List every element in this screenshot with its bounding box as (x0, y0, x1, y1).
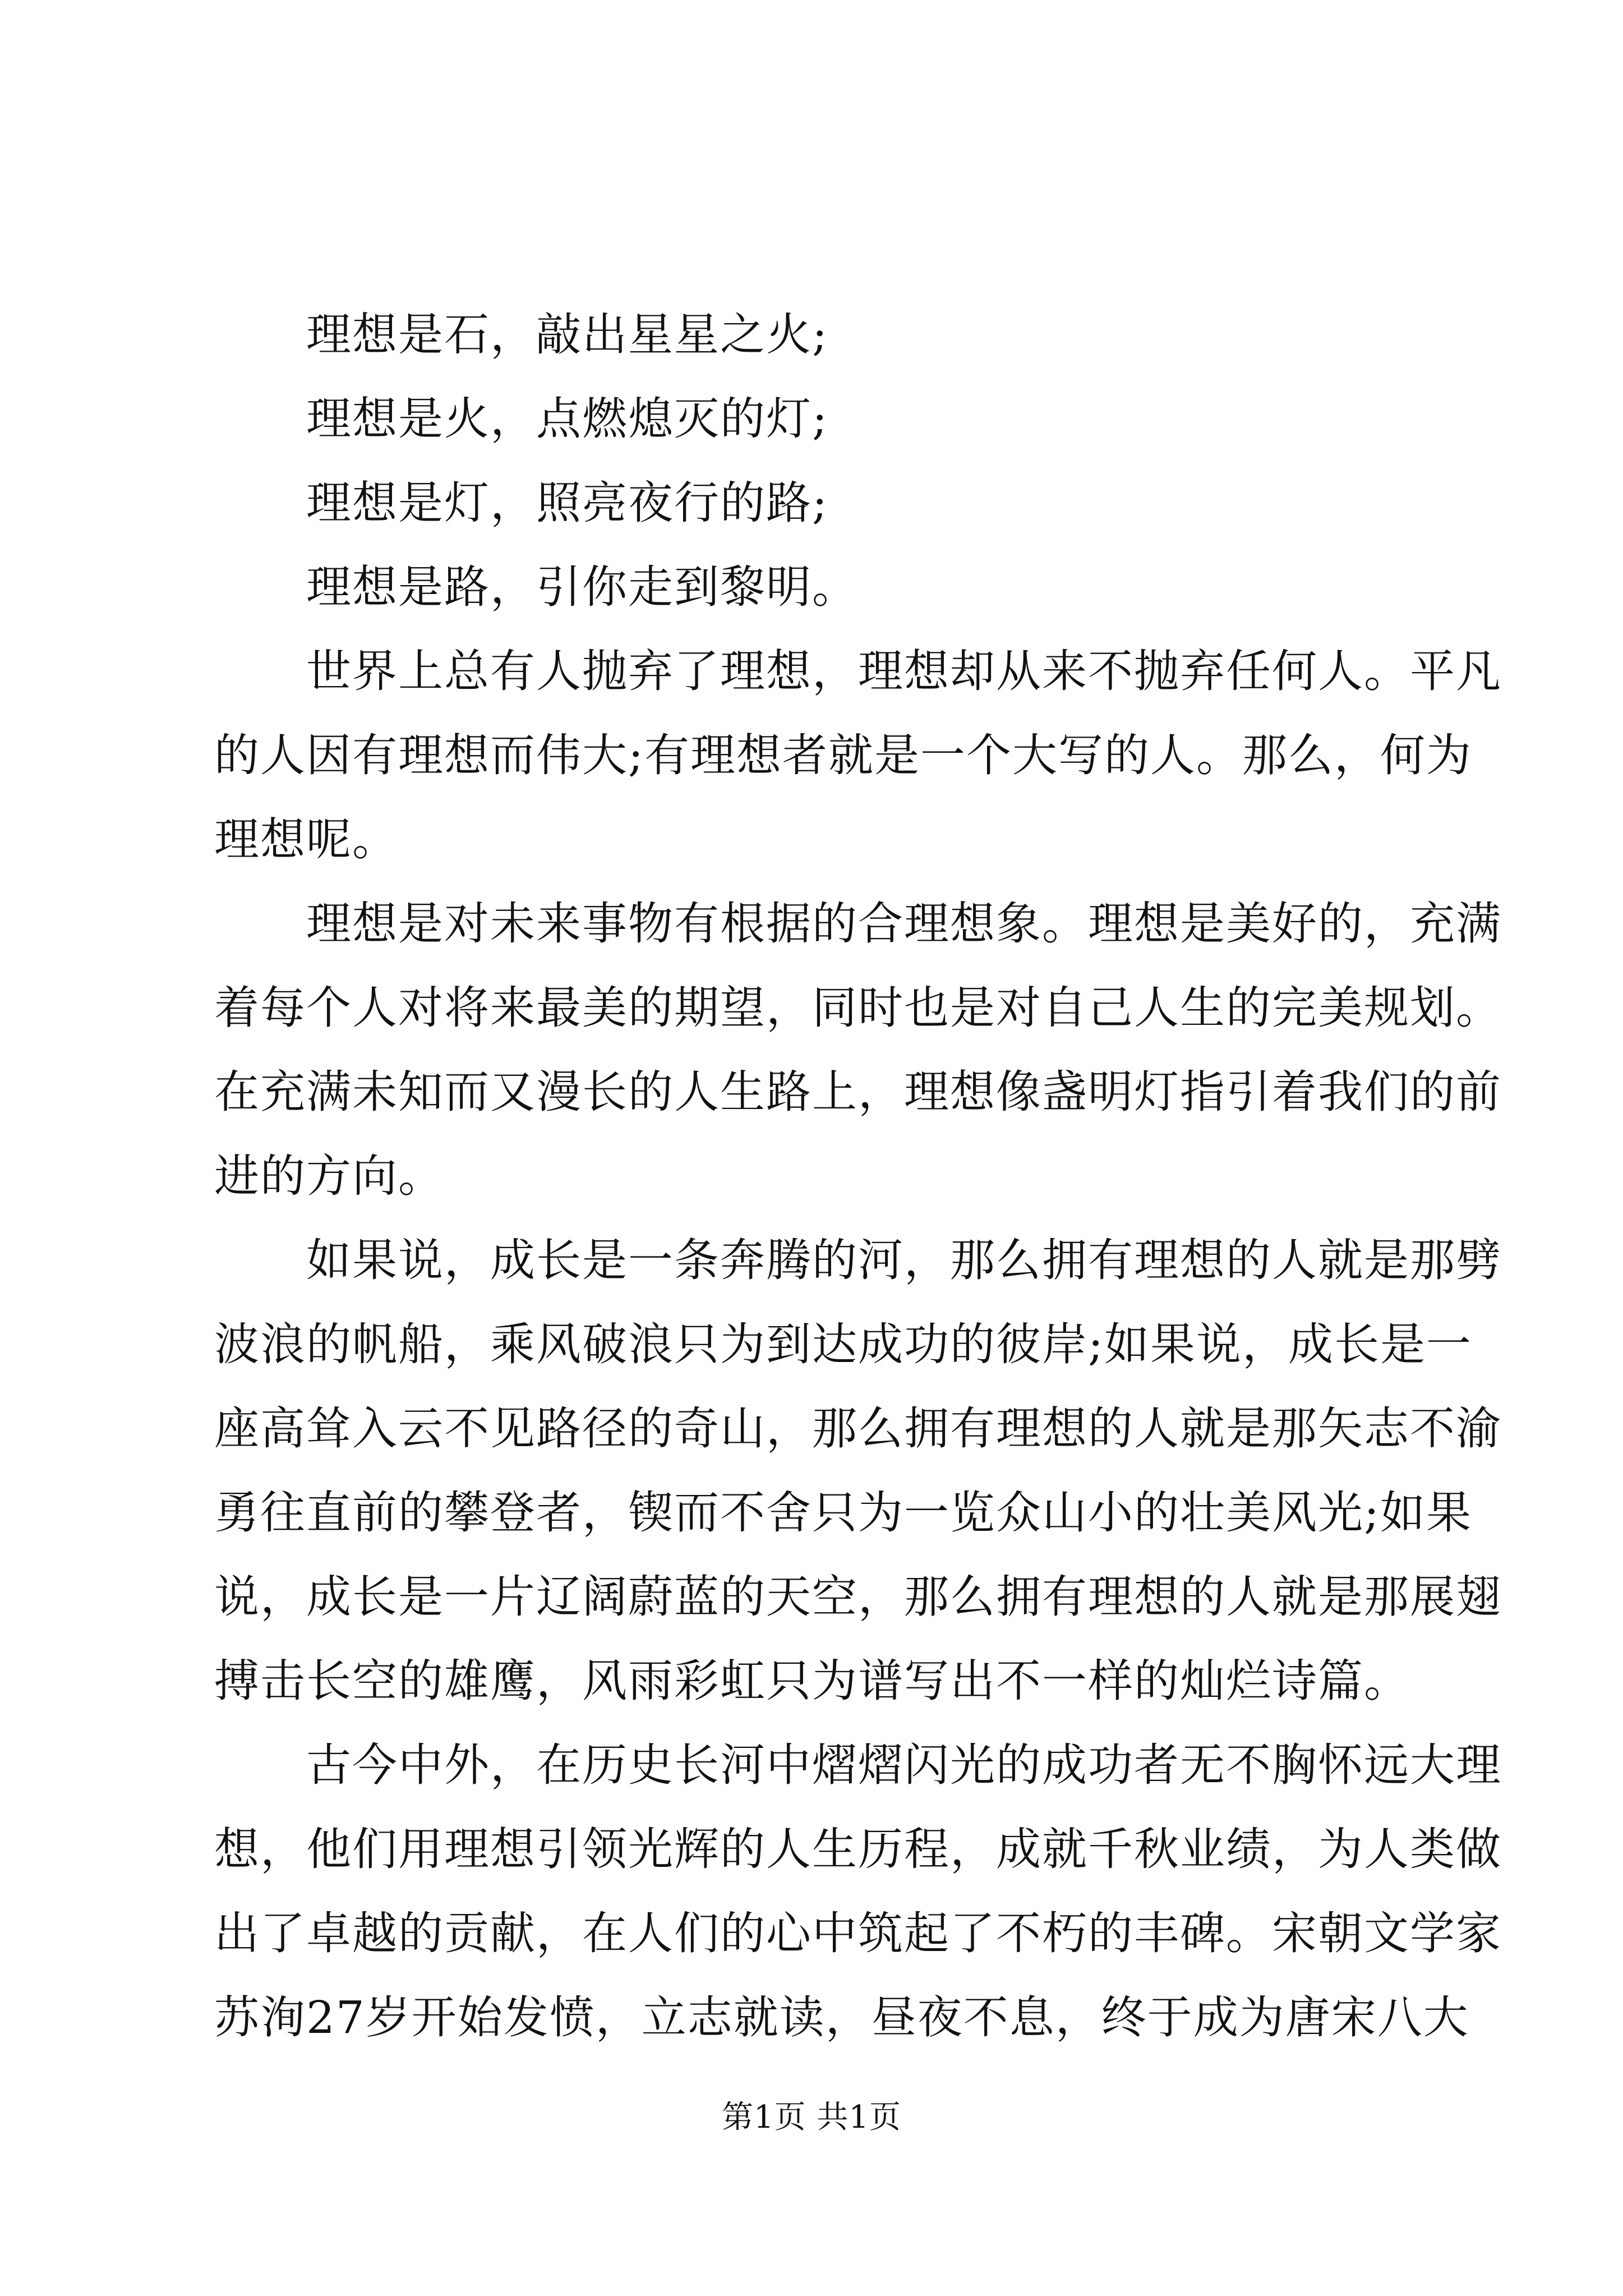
paragraph-line: 的人因有理想而伟大;有理想者就是一个大写的人。那么，何为 (214, 729, 1472, 781)
paragraph-line: 想，他们用理想引领光辉的人生历程，成就千秋业绩，为人类做 (214, 1823, 1502, 1875)
paragraph-line: 古今中外，在历史长河中熠熠闪光的成功者无不胸怀远大理 (306, 1739, 1502, 1791)
paragraph-line: 如果说，成长是一条奔腾的河，那么拥有理想的人就是那劈 (306, 1234, 1502, 1286)
paragraph-line: 理想是对未来事物有根据的合理想象。理想是美好的，充满 (306, 898, 1502, 950)
poem-line-4: 理想是路，引你走到黎明。 (306, 561, 858, 613)
poem-line-1: 理想是石，敲出星星之火; (306, 309, 828, 361)
paragraph-line: 出了卓越的贡献，在人们的心中筑起了不朽的丰碑。宋朝文学家 (214, 1907, 1502, 1959)
poem-line-3: 理想是灯，照亮夜行的路; (306, 477, 828, 529)
paragraph-line: 理想呢。 (214, 813, 398, 866)
page-footer: 第1页 共1页 (721, 2099, 902, 2136)
paragraph-line: 波浪的帆船，乘风破浪只为到达成功的彼岸;如果说，成长是一 (214, 1318, 1472, 1370)
paragraph-line: 勇往直前的攀登者，锲而不舍只为一览众山小的壮美风光;如果 (214, 1487, 1472, 1539)
paragraph-line: 进的方向。 (214, 1150, 444, 1202)
paragraph-line: 座高耸入云不见路径的奇山，那么拥有理想的人就是那矢志不渝 (214, 1402, 1502, 1455)
paragraph-line: 在充满未知而又漫长的人生路上，理想像盏明灯指引着我们的前 (214, 1066, 1502, 1118)
paragraph-line: 世界上总有人抛弃了理想，理想却从来不抛弃任何人。平凡 (306, 645, 1502, 697)
paragraph-line: 搏击长空的雄鹰，风雨彩虹只为谱写出不一样的灿烂诗篇。 (214, 1655, 1410, 1707)
document-body (214, 293, 1502, 2060)
paragraph-line: 说，成长是一片辽阔蔚蓝的天空，那么拥有理想的人就是那展翅 (214, 1571, 1502, 1623)
poem-line-2: 理想是火，点燃熄灭的灯; (306, 393, 828, 445)
paragraph-line: 苏洵27岁开始发愤，立志就读，昼夜不息，终于成为唐宋八大 (214, 1991, 1469, 2044)
paragraph-line: 着每个人对将来最美的期望，同时也是对自己人生的完美规划。 (214, 982, 1502, 1034)
